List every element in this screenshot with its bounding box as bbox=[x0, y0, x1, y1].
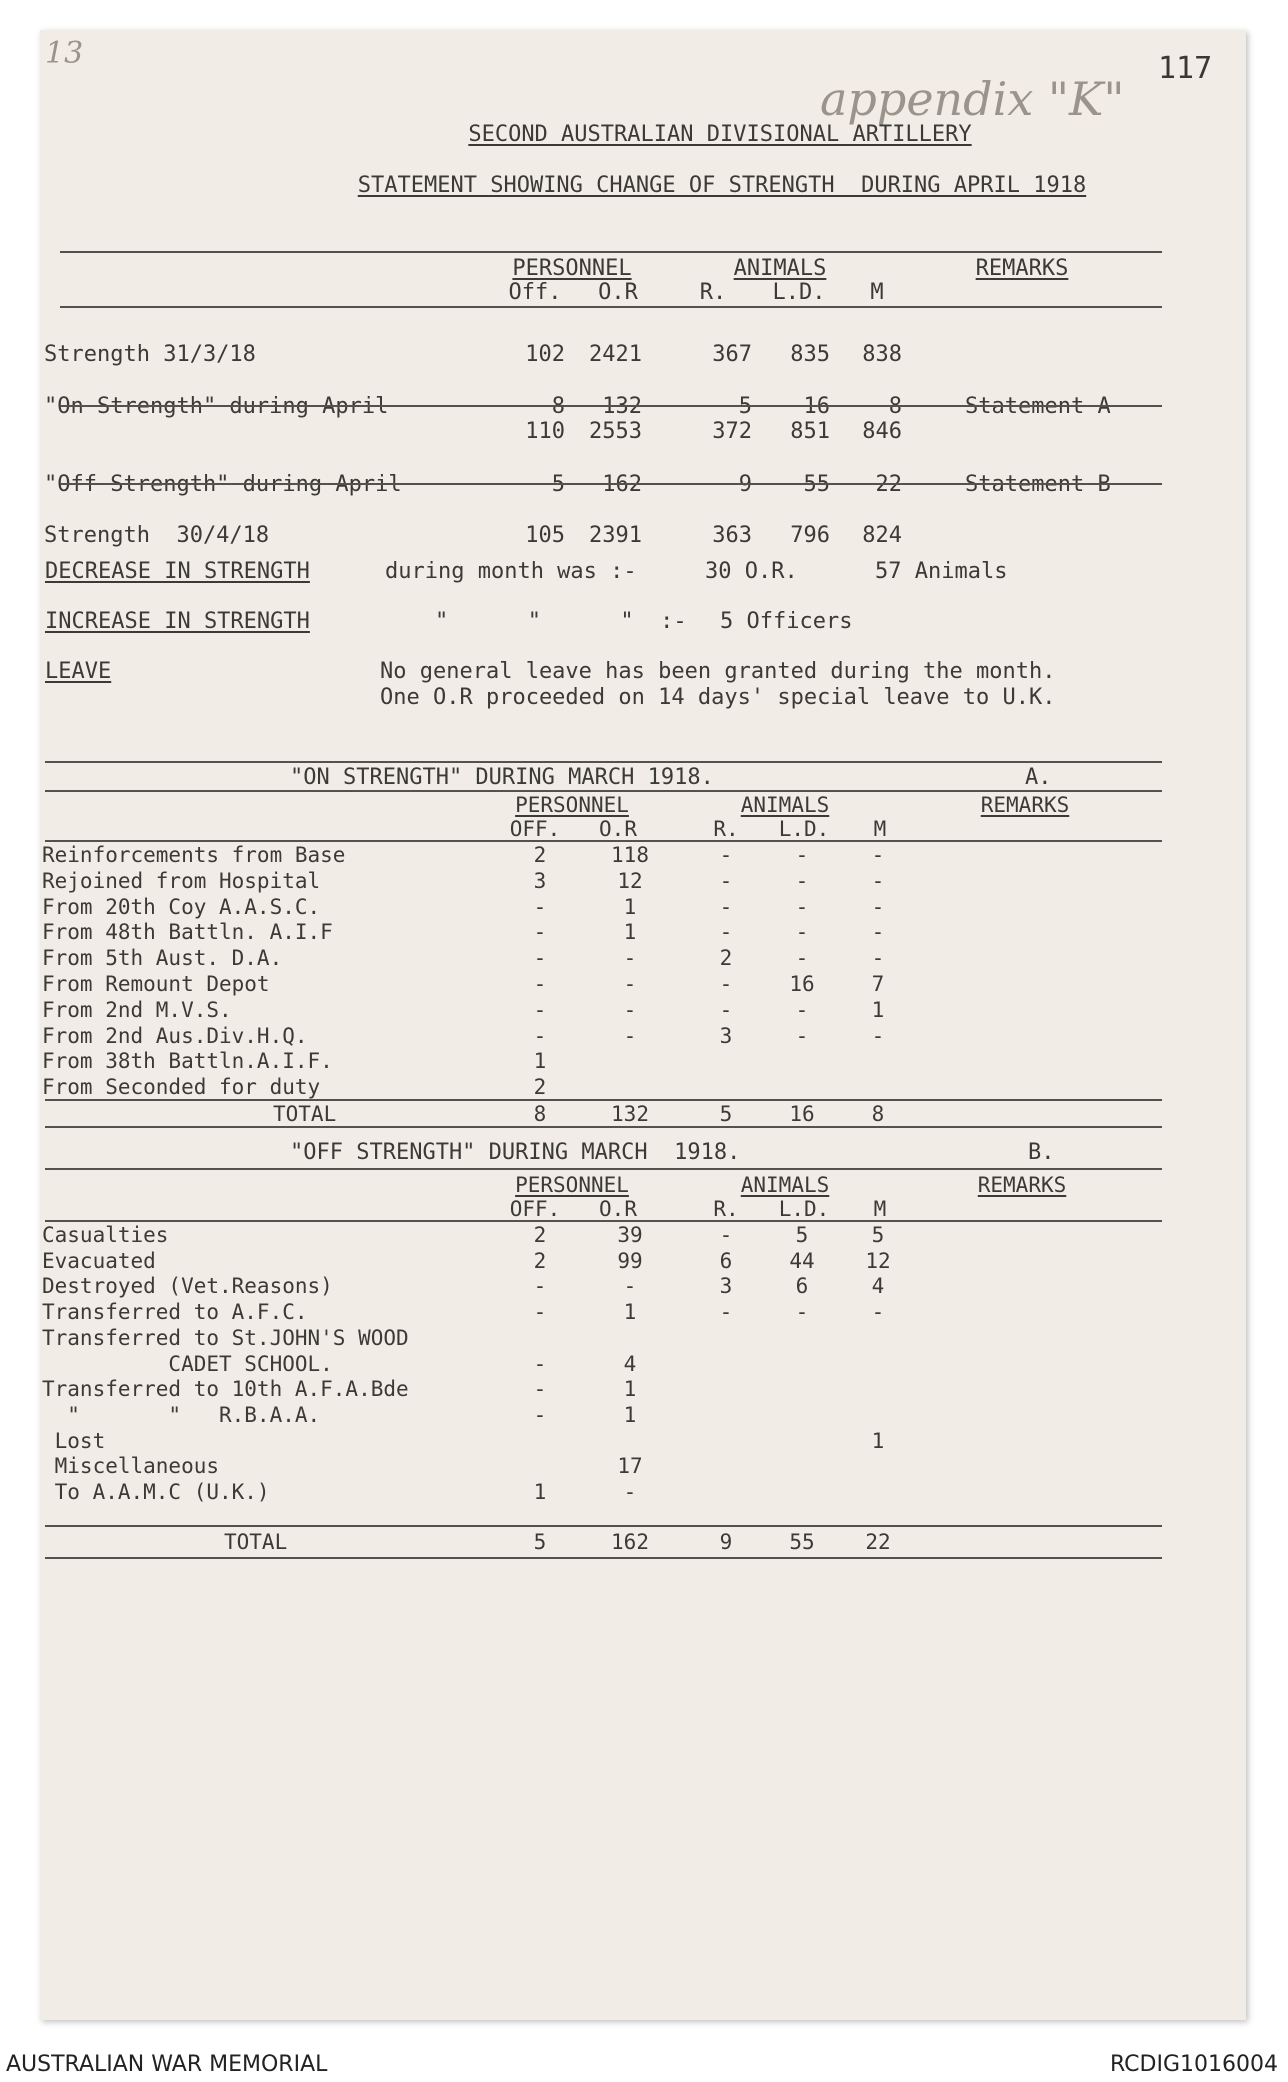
increase-label: INCREASE IN STRENGTH bbox=[45, 609, 310, 634]
detail-cell-m: - bbox=[871, 868, 885, 893]
off-header-animals: ANIMALS bbox=[740, 1173, 830, 1197]
detail-cell-m: 7 bbox=[871, 972, 885, 996]
detail-cell-or: 1 bbox=[623, 1402, 637, 1427]
detail-cell-or: 99 bbox=[617, 1248, 643, 1273]
detail-cell-r: - bbox=[719, 1223, 733, 1247]
detail-cell-off: 3 bbox=[533, 868, 547, 893]
header-ld: L.D. bbox=[772, 280, 826, 305]
on-header-ld: L.D. bbox=[778, 817, 830, 841]
detail-cell-ld: - bbox=[795, 894, 809, 919]
detail-cell-off: 2 bbox=[533, 843, 547, 867]
summary-cell-off: 105 bbox=[525, 523, 565, 548]
header-r: R. bbox=[699, 280, 727, 305]
detail-cell-m: 1 bbox=[871, 997, 885, 1022]
detail-cell-m: - bbox=[871, 946, 885, 971]
detail-row-label: From 38th Battln.A.I.F. bbox=[42, 1049, 333, 1074]
summary-cell-ld: 16 bbox=[803, 394, 830, 419]
off-header-ld: L.D. bbox=[778, 1197, 830, 1221]
summary-cell-or: 2421 bbox=[589, 342, 642, 367]
detail-cell-off: 2 bbox=[533, 1223, 547, 1247]
detail-cell-off: - bbox=[533, 972, 547, 996]
detail-cell-off: - bbox=[533, 946, 547, 971]
off-strength-title: "OFF STRENGTH" DURING MARCH 1918. bbox=[290, 1140, 741, 1165]
detail-cell-off: - bbox=[533, 997, 547, 1022]
detail-cell-r: - bbox=[719, 972, 733, 996]
on-header-or: O.R bbox=[599, 817, 637, 841]
leave-line-1: No general leave has been granted during the month. bbox=[380, 659, 1056, 684]
total-label: TOTAL bbox=[273, 1102, 337, 1126]
total-off: 5 bbox=[533, 1530, 547, 1554]
detail-cell-off: 2 bbox=[533, 1075, 547, 1100]
detail-row-label: Miscellaneous bbox=[42, 1454, 220, 1479]
detail-cell-or: 1 bbox=[623, 1300, 637, 1325]
off-header-m: M bbox=[873, 1197, 887, 1221]
detail-cell-r: 6 bbox=[719, 1248, 733, 1273]
summary-cell-ld: 796 bbox=[790, 523, 830, 548]
detail-cell-or: - bbox=[623, 1480, 637, 1504]
detail-cell-ld: 44 bbox=[789, 1248, 815, 1273]
on-header-r: R. bbox=[713, 817, 739, 841]
summary-cell-ld: 835 bbox=[790, 342, 830, 367]
summary-cell-or: 132 bbox=[602, 394, 642, 419]
summary-cell-off: 8 bbox=[551, 394, 565, 419]
on-strength-top-rule bbox=[45, 761, 1162, 763]
total-ld: 55 bbox=[789, 1530, 815, 1554]
header-m: M bbox=[870, 280, 884, 305]
archive-footer bbox=[0, 2040, 1288, 2082]
summary-cell-m: 22 bbox=[875, 472, 902, 497]
detail-cell-or: - bbox=[623, 1023, 637, 1048]
detail-cell-off: 1 bbox=[533, 1480, 547, 1504]
off-strength-bottom-rule bbox=[45, 1557, 1162, 1559]
heading-title: SECOND AUSTRALIAN DIVISIONAL ARTILLERY bbox=[468, 122, 972, 147]
detail-cell-m: - bbox=[871, 894, 885, 919]
summary-cell-ld: 55 bbox=[803, 472, 830, 497]
summary-row-label: Strength 31/3/18 bbox=[44, 342, 256, 367]
detail-cell-r: - bbox=[719, 894, 733, 919]
detail-cell-r: - bbox=[719, 843, 733, 867]
detail-cell-off: - bbox=[533, 1402, 547, 1427]
off-strength-title-rule bbox=[45, 1168, 1162, 1170]
summary-cell-r: 367 bbox=[712, 342, 752, 367]
detail-cell-or: 12 bbox=[617, 868, 643, 893]
detail-cell-or: 1 bbox=[623, 1377, 637, 1402]
footer-institution: AUSTRALIAN WAR MEMORIAL bbox=[6, 2052, 328, 2077]
total-or: 132 bbox=[611, 1102, 649, 1126]
detail-row-label: From 5th Aust. D.A. bbox=[42, 946, 283, 971]
summary-cell-m: 846 bbox=[862, 419, 902, 444]
off-header-or: O.R bbox=[599, 1197, 637, 1221]
header-or: O.R bbox=[598, 280, 638, 305]
summary-cell-off: 110 bbox=[525, 419, 565, 444]
detail-row-label: From 48th Battln. A.I.F bbox=[42, 920, 333, 945]
detail-row-label: Reinforcements from Base bbox=[42, 843, 346, 867]
detail-cell-off: - bbox=[533, 1351, 547, 1376]
detail-row-label: From 20th Coy A.A.S.C. bbox=[42, 894, 321, 919]
detail-row-label: Lost bbox=[42, 1428, 106, 1453]
on-header-m: M bbox=[873, 817, 887, 841]
detail-cell-m: 12 bbox=[865, 1248, 891, 1273]
total-ld: 16 bbox=[789, 1102, 815, 1126]
detail-row-label: From Seconded for duty bbox=[42, 1075, 321, 1100]
summary-cell-r: 9 bbox=[738, 472, 752, 497]
detail-cell-or: 4 bbox=[623, 1351, 637, 1376]
on-header-remarks: REMARKS bbox=[980, 793, 1070, 817]
total-label: TOTAL bbox=[224, 1530, 288, 1554]
detail-cell-ld: - bbox=[795, 997, 809, 1022]
detail-cell-or: 1 bbox=[623, 894, 637, 919]
on-strength-total-rule bbox=[45, 1099, 1162, 1101]
summary-header-rule bbox=[60, 306, 1162, 308]
summary-cell-off: 5 bbox=[551, 472, 565, 497]
summary-row-remarks: Statement B bbox=[965, 472, 1111, 497]
detail-row-label: Evacuated bbox=[42, 1248, 156, 1273]
detail-cell-or: - bbox=[623, 997, 637, 1022]
summary-cell-or: 162 bbox=[602, 472, 642, 497]
header-animals: ANIMALS bbox=[733, 256, 827, 281]
summary-row-label: "Off Strength" during April bbox=[44, 472, 402, 497]
detail-cell-r: - bbox=[719, 1300, 733, 1325]
on-strength-bottom-rule bbox=[45, 1126, 1162, 1128]
detail-cell-or: 39 bbox=[617, 1223, 643, 1247]
total-r: 9 bbox=[719, 1530, 733, 1554]
summary-top-rule bbox=[60, 251, 1162, 253]
detail-cell-ld: - bbox=[795, 946, 809, 971]
detail-row-label: Transferred to St.JOHN'S WOOD bbox=[42, 1325, 409, 1350]
detail-row-label: Destroyed (Vet.Reasons) bbox=[42, 1274, 333, 1299]
detail-cell-m: - bbox=[871, 920, 885, 945]
off-header-remarks: REMARKS bbox=[977, 1173, 1067, 1197]
leave-label: LEAVE bbox=[45, 659, 112, 684]
detail-row-label: Transferred to A.F.C. bbox=[42, 1300, 308, 1325]
detail-row-label: From 2nd M.V.S. bbox=[42, 997, 232, 1022]
decrease-or: 30 O.R. bbox=[705, 559, 798, 584]
detail-cell-ld: - bbox=[795, 843, 809, 867]
summary-cell-r: 372 bbox=[712, 419, 752, 444]
summary-cell-m: 8 bbox=[888, 394, 902, 419]
detail-cell-r: 2 bbox=[719, 946, 733, 971]
total-r: 5 bbox=[719, 1102, 733, 1126]
detail-cell-off: - bbox=[533, 1274, 547, 1299]
off-strength-statement-letter: B. bbox=[1028, 1140, 1055, 1165]
detail-row-label: Casualties bbox=[42, 1223, 169, 1247]
detail-cell-off: - bbox=[533, 920, 547, 945]
detail-cell-or: 1 bbox=[623, 920, 637, 945]
handwritten-appendix-note: appendix "K" bbox=[820, 72, 1125, 126]
detail-cell-off: - bbox=[533, 1300, 547, 1325]
on-header-animals: ANIMALS bbox=[740, 793, 830, 817]
detail-cell-r: - bbox=[719, 868, 733, 893]
summary-cell-m: 824 bbox=[862, 523, 902, 548]
on-strength-title: "ON STRENGTH" DURING MARCH 1918. bbox=[290, 765, 714, 790]
on-header-personnel: PERSONNEL bbox=[515, 793, 629, 817]
off-strength-header-rule bbox=[45, 1220, 1162, 1222]
detail-cell-ld: 16 bbox=[789, 972, 815, 996]
detail-cell-m: - bbox=[871, 1300, 885, 1325]
detail-cell-ld: 6 bbox=[795, 1274, 809, 1299]
detail-cell-m: - bbox=[871, 843, 885, 867]
detail-cell-ld: - bbox=[795, 920, 809, 945]
heading-subtitle: STATEMENT SHOWING CHANGE OF STRENGTH DURING APRIL 1918 bbox=[357, 173, 1087, 198]
detail-cell-or: 17 bbox=[617, 1454, 643, 1479]
on-strength-statement-letter: A. bbox=[1025, 765, 1052, 790]
detail-cell-m: - bbox=[871, 1023, 885, 1048]
total-m: 8 bbox=[871, 1102, 885, 1126]
detail-cell-off: 2 bbox=[533, 1248, 547, 1273]
summary-cell-m: 838 bbox=[862, 342, 902, 367]
detail-cell-ld: 5 bbox=[795, 1223, 809, 1247]
detail-cell-off: - bbox=[533, 1023, 547, 1048]
off-header-r: R. bbox=[713, 1197, 739, 1221]
summary-cell-r: 363 bbox=[712, 523, 752, 548]
decrease-label: DECREASE IN STRENGTH bbox=[45, 559, 310, 584]
detail-row-label: Rejoined from Hospital bbox=[42, 868, 321, 893]
detail-cell-m: 4 bbox=[871, 1274, 885, 1299]
detail-row-label: CADET SCHOOL. bbox=[42, 1351, 333, 1376]
on-header-off: OFF. bbox=[509, 817, 561, 841]
document-page bbox=[40, 30, 1246, 2020]
detail-cell-ld: - bbox=[795, 1023, 809, 1048]
detail-row-label: From 2nd Aus.Div.H.Q. bbox=[42, 1023, 308, 1048]
detail-cell-ld: - bbox=[795, 1300, 809, 1325]
increase-ditto: " " " :- bbox=[435, 609, 687, 634]
summary-cell-off: 102 bbox=[525, 342, 565, 367]
detail-cell-r: 3 bbox=[719, 1023, 733, 1048]
summary-cell-or: 2391 bbox=[589, 523, 642, 548]
detail-cell-off: - bbox=[533, 1377, 547, 1402]
summary-subtotal-rule bbox=[60, 405, 1162, 407]
detail-cell-r: - bbox=[719, 920, 733, 945]
summary-row-label: "On Strength" during April bbox=[44, 394, 389, 419]
detail-cell-m: 5 bbox=[871, 1223, 885, 1247]
total-or: 162 bbox=[611, 1530, 649, 1554]
total-off: 8 bbox=[533, 1102, 547, 1126]
detail-cell-or: - bbox=[623, 946, 637, 971]
summary-cell-or: 2553 bbox=[589, 419, 642, 444]
corner-number: 13 bbox=[45, 36, 84, 71]
header-personnel: PERSONNEL bbox=[512, 256, 632, 281]
detail-cell-off: 1 bbox=[533, 1049, 547, 1074]
leave-line-2: One O.R proceeded on 14 days' special leave to U.K. bbox=[380, 685, 1056, 710]
decrease-animals: 57 Animals bbox=[875, 559, 1008, 584]
summary-cell-r: 5 bbox=[738, 394, 752, 419]
detail-row-label: To A.A.M.C (U.K.) bbox=[42, 1480, 270, 1504]
detail-cell-ld: - bbox=[795, 868, 809, 893]
page-number: 117 bbox=[1158, 51, 1213, 86]
detail-cell-m: 1 bbox=[871, 1428, 885, 1453]
footer-reference-id: RCDIG1016004 bbox=[1109, 2052, 1278, 2077]
detail-cell-or: - bbox=[623, 972, 637, 996]
detail-cell-r: 3 bbox=[719, 1274, 733, 1299]
detail-row-label: Transferred to 10th A.F.A.Bde bbox=[42, 1377, 409, 1402]
header-remarks: REMARKS bbox=[975, 256, 1069, 281]
off-header-personnel: PERSONNEL bbox=[515, 1173, 629, 1197]
summary-cell-ld: 851 bbox=[790, 419, 830, 444]
detail-cell-or: - bbox=[623, 1274, 637, 1299]
total-m: 22 bbox=[865, 1530, 891, 1554]
detail-row-label: From Remount Depot bbox=[42, 972, 270, 996]
detail-row-label: " " R.B.A.A. bbox=[42, 1402, 321, 1427]
detail-cell-or: 118 bbox=[611, 843, 649, 867]
off-strength-total-rule bbox=[45, 1525, 1162, 1527]
summary-row-label: Strength 30/4/18 bbox=[44, 523, 270, 548]
detail-cell-r: - bbox=[719, 997, 733, 1022]
header-off: Off. bbox=[508, 280, 562, 305]
summary-off-rule bbox=[60, 483, 1162, 485]
increase-value: 5 Officers bbox=[720, 609, 853, 634]
summary-row-remarks: Statement A bbox=[965, 394, 1111, 419]
detail-cell-off: - bbox=[533, 894, 547, 919]
off-header-off: OFF. bbox=[509, 1197, 561, 1221]
decrease-text: during month was :- bbox=[385, 559, 637, 584]
